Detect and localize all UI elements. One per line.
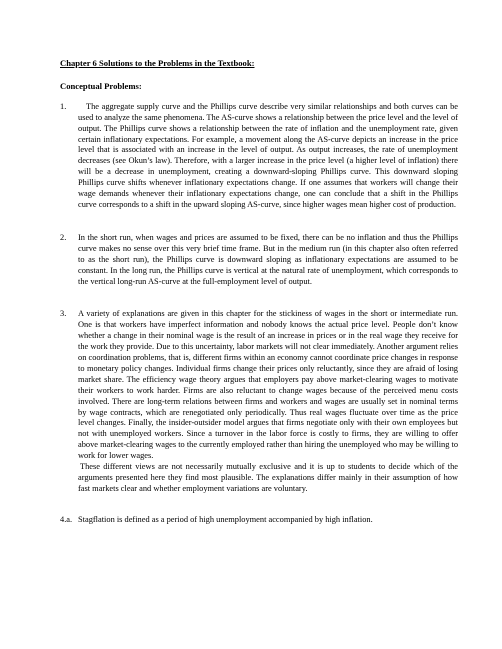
list-item <box>60 233 458 288</box>
item-number: 3. <box>60 309 67 319</box>
item-number: 1. <box>60 101 67 111</box>
item-body <box>78 309 458 494</box>
list-item <box>60 102 458 211</box>
section-heading: Conceptual Problems: <box>60 80 142 91</box>
item-text: Stagflation is defined as a period of high unemployment accompanied by high inflation. <box>78 514 373 524</box>
list-item <box>60 309 458 494</box>
item-number: 4.a. <box>60 514 73 524</box>
item-text: The aggregate supply curve and the Phillips curve describe very similar relationships and both curves can be used to analyze the same phenomena. The AS-curve shows a relationship between the price level and the level of output. The Phillips curve shows a relationship between the rate of inflation and the unemployment rate, given certain inflationary expectations. For example, a movement along the AS-curve depicts an increase in the price level that is associated with an increase in the level of output. As output increases, the rate of unemployment decreases (see Okun’s law). Therefore, with a larger increase in the price level (a higher level of inflation) there will be a decrease in unemployment, creating a downward-sloping Phillips curve. This downward sloping Phillips curve shifts whenever inflationary expectations change. If one assumes that workers will change their wage demands whenever their inflationary expectations change, one can conclude that a shift in the Phillips curve corresponds to a shift in the upward sloping AS-curve, since higher wages mean higher cost of production. <box>78 101 458 209</box>
page-title: Chapter 6 Solutions to the Problems in the Textbook: <box>60 58 255 68</box>
item-number: 2. <box>60 232 67 242</box>
item-text: In the short run, when wages and prices are assumed to be fixed, there can be no inflation and thus the Phillips curve makes no sense over this very brief time frame. But in the medium run (in this chapter also often referred to as the short run), the Phillips curve is downward sloping as inflationary expectations are assumed to be constant. In the long run, the Phillips curve is vertical at the natural rate of unemployment, which corresponds to the vertical long-run AS-curve at the full-employment level of output. <box>78 232 458 286</box>
item-text: A variety of explanations are given in this chapter for the stickiness of wages in the short or intermediate run. One is that workers have imperfect information and nobody knows the actual price level. People don’t know whether a change in their nominal wage is the result of an increase in prices or in the real wage they receive for the work they provide. Due to this uncertainty, labor markets will not clear immediately. Another argument relies on coordination problems, that is, different firms within an economy cannot coordinate price changes in response to monetary policy changes. Individual firms change their prices only reluctantly, since they are afraid of losing market share. The efficiency wage theory argues that employers pay above market-clearing wages to motivate their workers to work harder. Firms are also reluctant to change wages because of the perceived menu costs involved. There are long-term relations between firms and workers and wages are usually set in nominal terms by wage contracts, which are renegotiated only periodically. Thus real wages fluctuate over time as the price level changes. Finally, the insider-outsider model argues that firms negotiate only with their own employees but not with unemployed workers. Since a turnover in the labor force is costly to firms, they are willing to offer above market-clearing wages to the currently employed rather than hiring the unemployed who may be willing to work for lower wages. <box>78 309 459 461</box>
item-text-continued: These different views are not necessarily mutually exclusive and it is up to students to decide which of the arguments presented here they find most plausible. The explanations differ mainly in their assumption of how fast markets clear and whether employment variations are voluntary. <box>78 462 458 493</box>
list-item <box>60 515 458 526</box>
